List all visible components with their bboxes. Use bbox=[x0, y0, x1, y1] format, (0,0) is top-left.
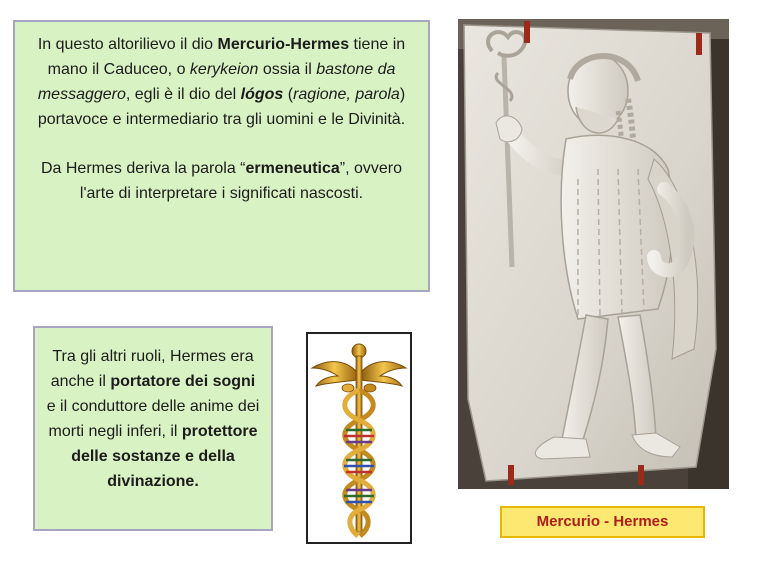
highlight-mercurio-hermes: Mercurio-Hermes bbox=[217, 36, 350, 53]
caduceus-image bbox=[306, 332, 412, 544]
highlight-ermeneutica: ermeneutica bbox=[245, 160, 340, 177]
roles-text-box bbox=[33, 326, 273, 531]
text-run: tiene in mano il Caduceo, o bbox=[47, 36, 406, 78]
text-run: e il conduttore delle anime dei morti negli inferi, il bbox=[46, 398, 260, 440]
text-run: , egli è il dio del bbox=[125, 86, 241, 103]
roles-paragraph bbox=[45, 344, 261, 494]
highlight-protettore: protettore delle sostanze e della divinazione. bbox=[71, 423, 258, 490]
text-run: Tra gli altri ruoli, Hermes era anche il bbox=[50, 348, 254, 390]
term-logos: lógos bbox=[240, 86, 284, 103]
term-bastone: bastone da messaggero bbox=[37, 61, 396, 103]
text-run: ) portavoce e intermediario tra gli uomini e le Divinità. bbox=[37, 86, 406, 128]
term-ragione-parola: ragione, parola bbox=[293, 86, 400, 103]
text-run: ( bbox=[283, 86, 294, 103]
intro-paragraph bbox=[25, 32, 418, 132]
ermeneutica-paragraph bbox=[25, 156, 418, 206]
term-kerykeion: kerykeion bbox=[189, 61, 259, 78]
image-caption: Mercurio - Hermes bbox=[500, 506, 705, 538]
text-run: In questo altorilievo il dio bbox=[37, 36, 218, 53]
highlight-portatore-sogni: portatore dei sogni bbox=[110, 373, 256, 390]
text-run: ossia il bbox=[258, 61, 317, 78]
hermes-relief-icon bbox=[458, 19, 729, 489]
intro-text-box bbox=[13, 20, 430, 292]
text-run: ”, ovvero l'arte di interpretare i significati nascosti. bbox=[79, 160, 403, 202]
hermes-relief-image bbox=[458, 19, 729, 489]
caduceus-icon bbox=[308, 334, 410, 542]
text-run: Da Hermes deriva la parola “ bbox=[40, 160, 246, 177]
